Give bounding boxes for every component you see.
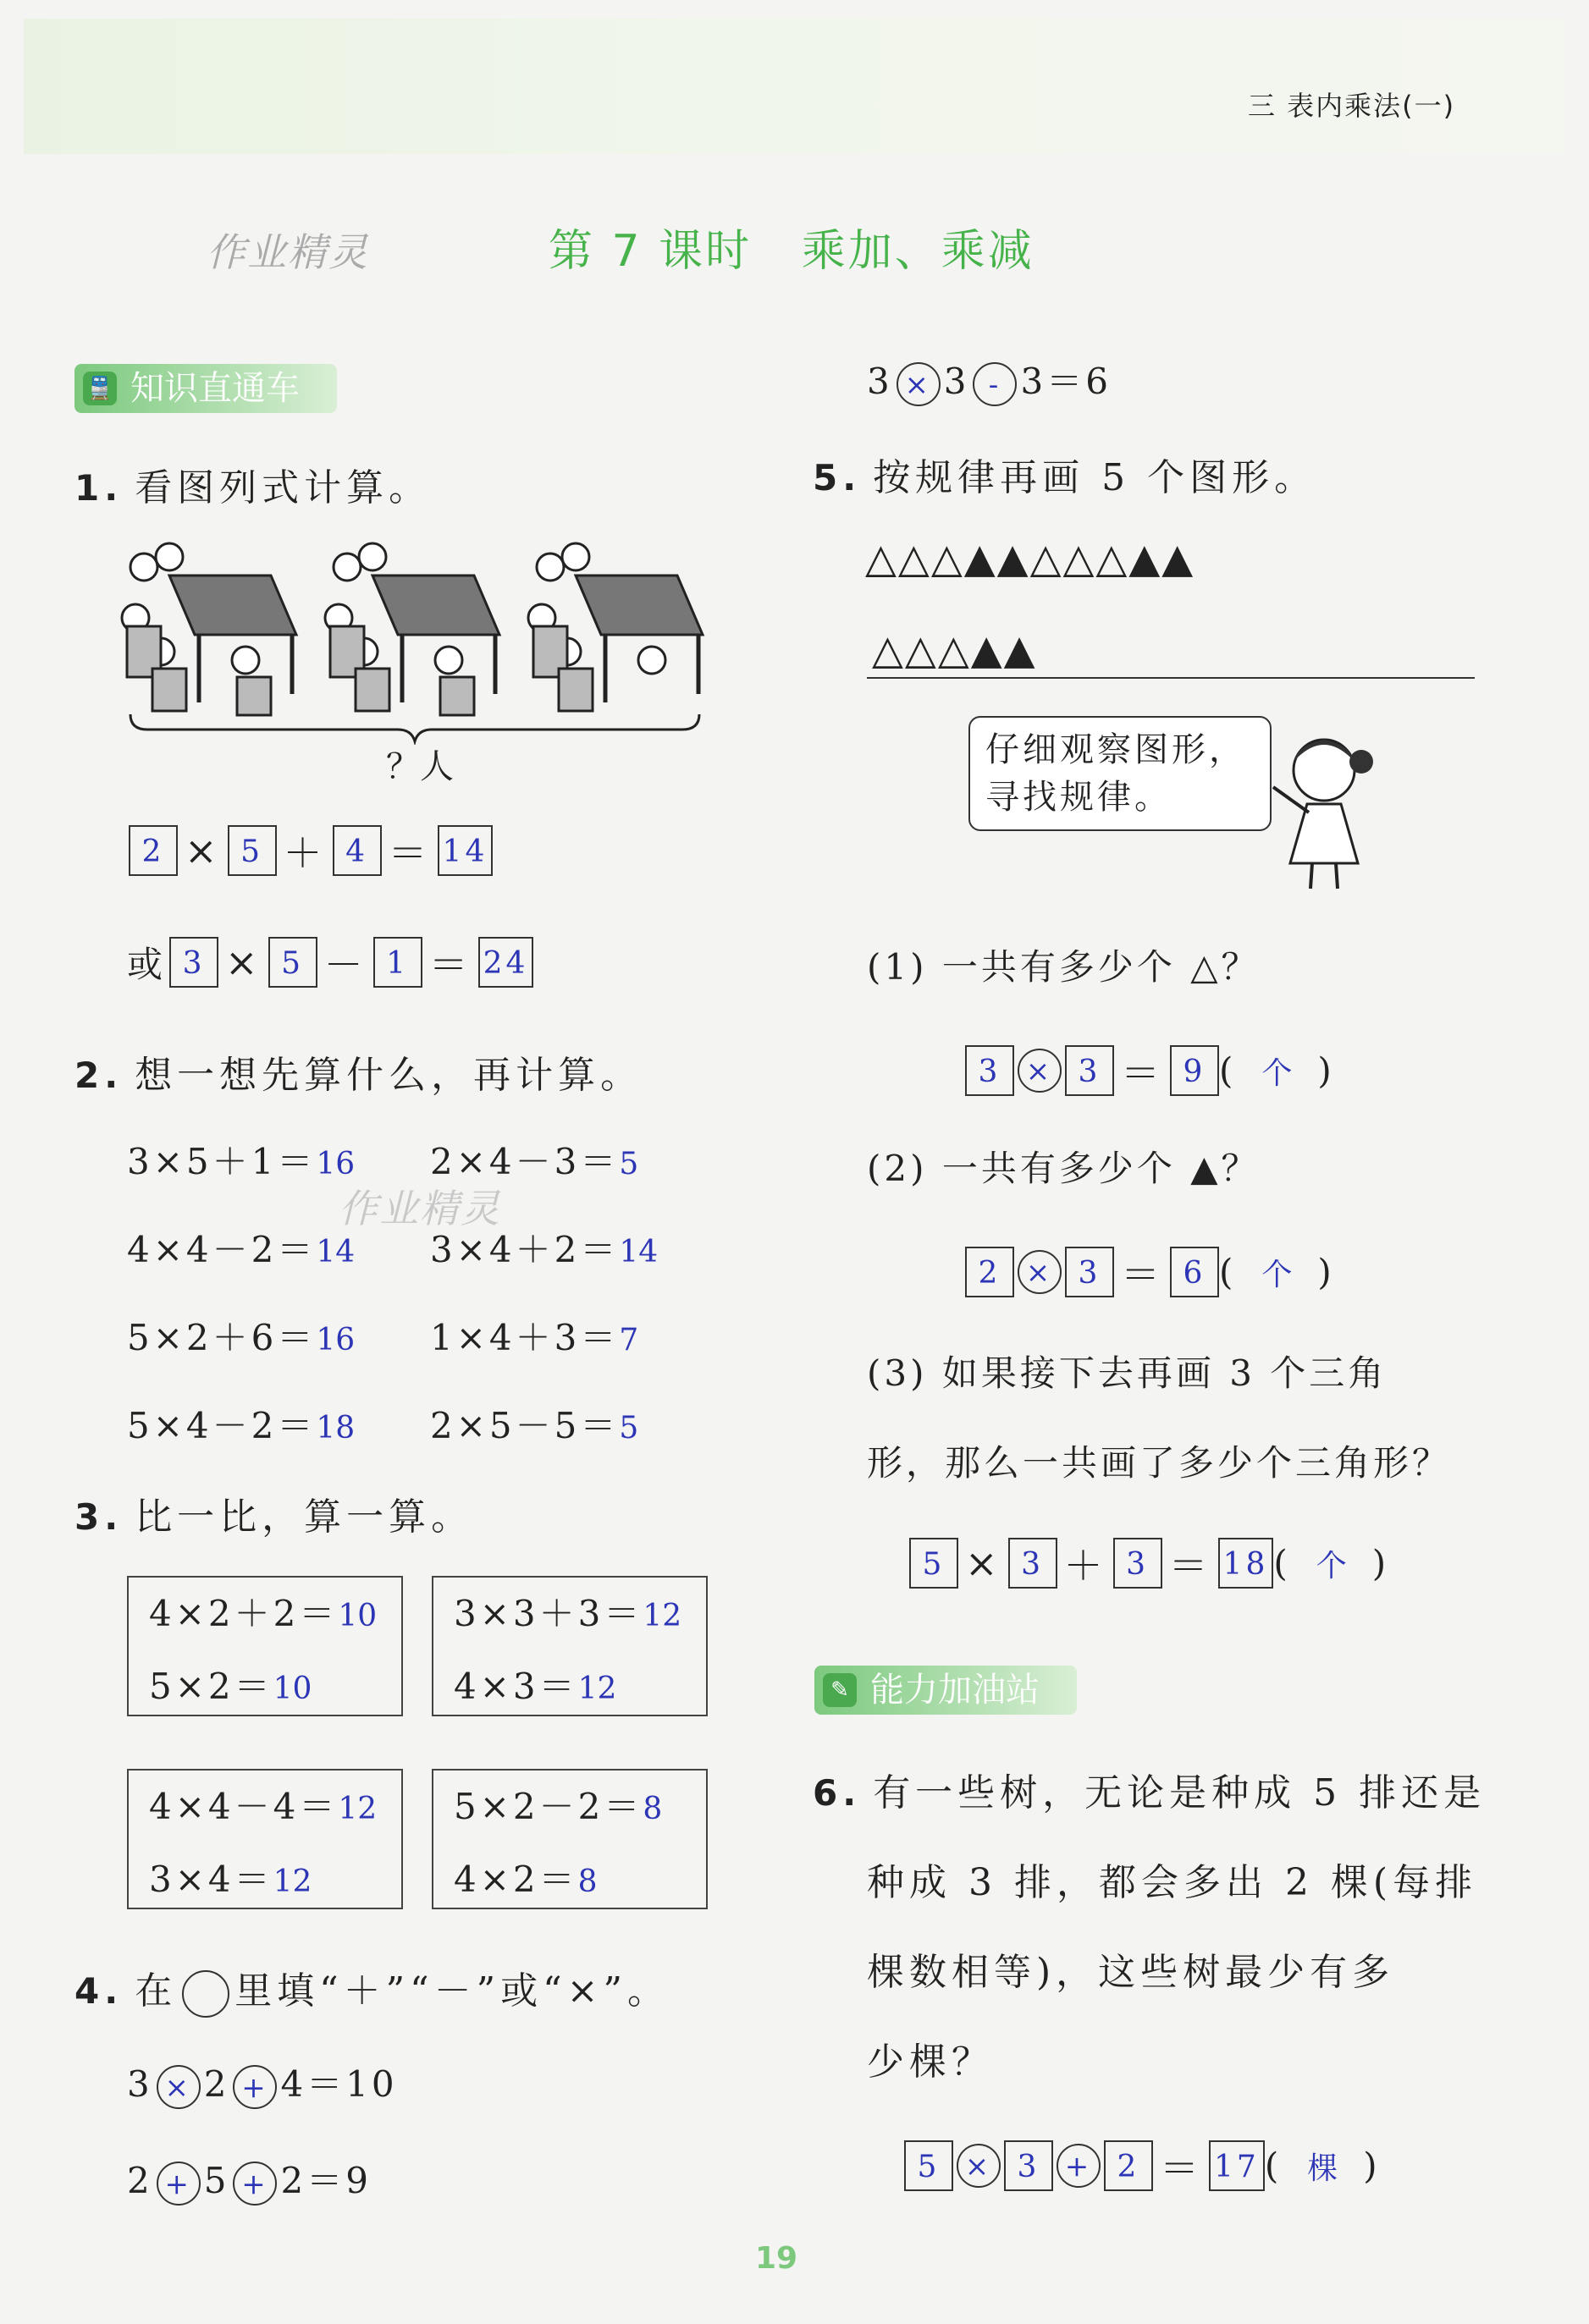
answer-box[interactable]: 24 [478,937,534,988]
section-banner-knowledge [74,364,337,413]
q6-equation: 5 × 3 + 2 ＝ 17 ( 棵 ) [904,2138,1381,2194]
tables-illustration [119,542,711,728]
q2-row: 2×5－5＝5 [430,1405,639,1446]
compare-panel: 3×3＋3＝12 4×3＝12 [432,1576,708,1716]
q6-line2: 种成 3 排，都会多出 2 棵(每排 [867,1861,1478,1904]
operator: ＋ [283,830,326,876]
q6-number: 6. [813,1772,862,1814]
q2-row: 2×4－3＝5 [430,1141,639,1182]
answer-box[interactable]: 6 [1170,1247,1219,1297]
answer-box[interactable]: 3 [169,937,218,988]
answer-box[interactable]: 3 [965,1045,1014,1096]
answer-box[interactable]: 5 [909,1538,958,1589]
operator: × [185,828,221,873]
answer-box[interactable]: 18 [1218,1538,1274,1589]
answer-box[interactable]: 1 [373,937,422,988]
answer-box[interactable]: 14 [438,825,494,876]
q3-title [74,1486,473,1540]
operator-circle[interactable]: × [1018,1049,1062,1093]
watermark: 作业精灵 [339,1186,501,1231]
q2-row: 1×4＋3＝7 [430,1317,639,1358]
q2-number: 2. [74,1055,124,1096]
lesson-title: 第 7 课时 乘加、乘减 [549,226,1035,277]
answer-box[interactable]: 17 [1209,2140,1265,2191]
q5-sub2-equation: 2 × 3 ＝ 6 ( 个 ) [965,1244,1335,1300]
answer-box[interactable]: 2 [1104,2140,1153,2191]
answer: 5 [619,1147,639,1181]
q1-equation-1 [129,823,493,878]
equals: ＝ [428,942,472,988]
triangle-pattern: △△△▲▲△△△▲▲ [865,535,1195,582]
or-label: 或 [127,944,167,985]
q3-number: 3. [74,1496,124,1538]
triangle-answer: △△△▲▲ [872,626,1037,674]
q4-row: 3 × 2 + 4＝10 [127,2057,398,2109]
answer-box[interactable]: 9 [1170,1045,1219,1096]
answer-box[interactable]: 3 [1065,1045,1114,1096]
answer: 14 [316,1235,356,1269]
girl-illustration [1256,728,1383,897]
answer-box[interactable]: 3 [1065,1247,1114,1297]
q4-row: 3 × 3 - 3＝6 [867,354,1112,406]
answer: 5 [619,1411,639,1446]
q6-line1: 6. 有一些树，无论是种成 5 排还是 [813,1771,1487,1815]
logo: 作业精灵 [207,229,369,275]
q1-equation-2 [127,934,533,990]
compare-panel: 4×2＋2＝10 5×2＝10 [127,1576,403,1716]
operator-circle[interactable]: + [1057,2144,1101,2188]
table-group-1 [122,543,296,715]
q5-number: 5. [813,457,862,498]
q1-number: 1. [74,467,124,509]
unit-label: 三 表内乘法(一) [1248,90,1456,122]
q6-line4: 少棵？ [867,2040,994,2084]
operator-circle[interactable]: × [957,2144,1001,2188]
section-label: 知识直通车 [130,369,300,408]
operator: － [323,942,367,988]
equals: ＝ [388,830,431,876]
q2-row: 5×4－2＝18 [127,1405,356,1446]
answer: 16 [316,1323,356,1358]
operator-circle[interactable]: + [157,2162,201,2206]
operator-circle[interactable]: - [973,362,1017,406]
answer-box[interactable]: 5 [268,937,317,988]
page-number: 19 [755,2241,798,2276]
section-label: 能力加油站 [870,1671,1040,1710]
table-group-3 [528,543,703,711]
q2-row: 5×2＋6＝16 [127,1317,356,1358]
q2-row: 3×5＋1＝16 [127,1141,356,1182]
table-group-2 [325,543,499,715]
answer: 14 [619,1235,659,1269]
q5-sub3-line1: (3) 如果接下去再画 3 个三角 [867,1352,1388,1394]
brace-label: ？人 [386,747,454,786]
answer-box[interactable]: 5 [228,825,277,876]
q4-row: 2 + 5 + 2＝9 [127,2153,372,2206]
speech-bubble: 仔细观察图形， 寻找规律。 [968,716,1272,831]
compare-panel: 4×4－4＝12 3×4＝12 [127,1769,403,1909]
q5-sub3-line2: 形，那么一共画了多少个三角形？ [867,1442,1452,1484]
answer-box[interactable]: 3 [1008,1538,1057,1589]
q3-text: 比一比，算一算。 [135,1495,474,1539]
answer-box[interactable]: 3 [1113,1538,1162,1589]
answer-box[interactable]: 5 [904,2140,953,2191]
pencil-icon: ✎ [823,1673,857,1707]
q6-line3: 棵数相等)，这些树最少有多 [867,1951,1395,1994]
answer-box[interactable]: 3 [1004,2140,1053,2191]
operator-circle[interactable]: × [1018,1250,1062,1294]
q4-number: 4. [74,1970,124,2012]
q5-title [813,447,1316,501]
answer-line [867,677,1475,679]
q5-sub1-equation: 3 × 3 ＝ 9 ( 个 ) [965,1043,1335,1099]
q1-title [74,457,431,511]
answer: 7 [619,1323,639,1358]
operator-circle[interactable]: × [157,2065,201,2109]
q5-text: 按规律再画 5 个图形。 [873,456,1317,499]
q2-text: 想一想先算什么，再计算。 [135,1054,643,1097]
answer: 16 [316,1147,356,1181]
compare-panel: 5×2－2＝8 4×2＝8 [432,1769,708,1909]
q5-sub1: (1) 一共有多少个 △？ [867,946,1261,988]
q5-sub2: (2) 一共有多少个 ▲？ [867,1148,1261,1189]
q4-title: 4. 在 里填“＋”“－”或“×”。 [74,1960,670,2018]
answer-box[interactable]: 2 [129,825,178,876]
q5-sub3-equation: 5 × 3 ＋ 3 ＝ 18 ( 个 ) [909,1535,1389,1591]
q2-row: 4×4－2＝14 [127,1229,356,1270]
answer: 18 [316,1411,356,1446]
operator: × [225,939,262,985]
train-icon: 🚆 [83,372,117,405]
answer-box[interactable]: 4 [333,825,382,876]
section-banner-ability [814,1666,1077,1715]
blank-circle-icon [182,1970,229,2018]
q1-text: 看图列式计算。 [135,466,432,509]
operator-circle[interactable]: + [233,2065,277,2109]
operator-circle[interactable]: + [233,2162,277,2206]
q2-row: 3×4＋2＝14 [430,1229,659,1270]
answer-box[interactable]: 2 [965,1247,1014,1297]
q2-title [74,1044,643,1099]
operator-circle[interactable]: × [897,362,941,406]
